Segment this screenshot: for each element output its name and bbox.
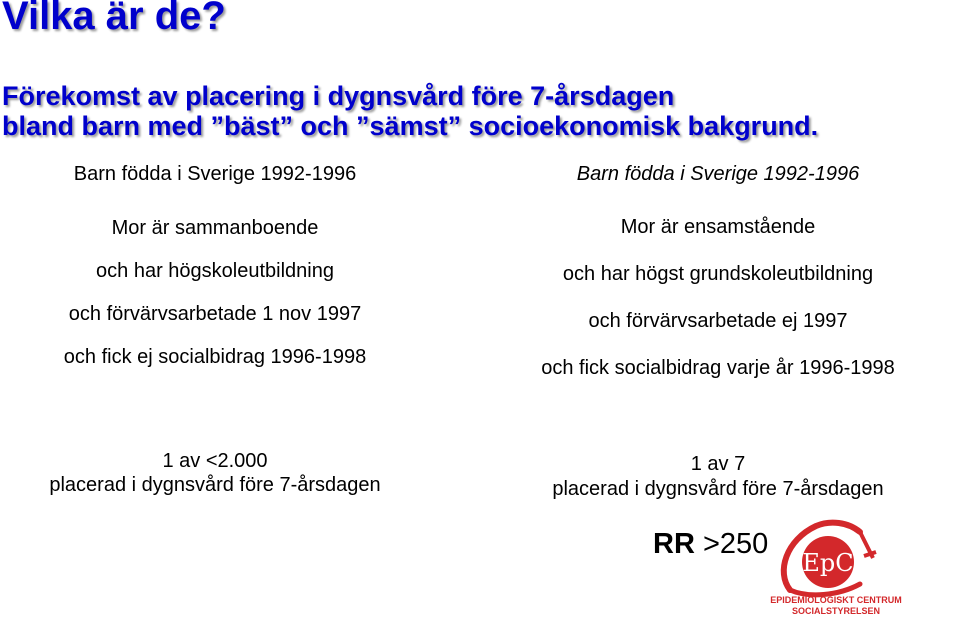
right-criterion-2: och har högst grundskoleutbildning xyxy=(562,263,874,285)
right-result-text: placerad i dygnsvård före 7-årsdagen xyxy=(552,478,884,500)
right-heading: Barn födda i Sverige 1992-1996 xyxy=(576,163,860,185)
subtitle-line-2: bland barn med ”bäst” och ”sämst” socioekonomisk bakgrund. xyxy=(2,111,819,141)
left-result-text: placerad i dygnsvård före 7-årsdagen xyxy=(49,474,381,496)
left-column xyxy=(10,0,420,617)
right-criterion-1: Mor är ensamstående xyxy=(620,216,816,238)
right-criterion-4: och fick socialbidrag varje år 1996-1998 xyxy=(541,357,895,379)
relative-risk xyxy=(653,528,768,561)
left-criterion-2: och har högskoleutbildning xyxy=(96,260,334,282)
epc-logo-line-2: SOCIALSTYRELSEN xyxy=(791,606,881,616)
left-criterion-3: och förvärvsarbetade 1 nov 1997 xyxy=(68,303,362,325)
epc-logo-mark: EpC xyxy=(802,549,854,577)
epc-logo xyxy=(768,518,910,617)
epc-logo-line-1: EPIDEMIOLOGISKT CENTRUM xyxy=(770,595,902,605)
relative-risk-label: RR xyxy=(653,528,695,560)
right-criterion-3: och förvärvsarbetade ej 1997 xyxy=(588,310,848,332)
subtitle-line-1: Förekomst av placering i dygnsvård före 7-årsdagen xyxy=(2,81,675,111)
epc-logo-graphic xyxy=(768,518,910,617)
relative-risk-value: >250 xyxy=(702,528,769,560)
left-criterion-1: Mor är sammanboende xyxy=(111,217,319,239)
left-criterion-4: och fick ej socialbidrag 1996-1998 xyxy=(63,346,367,368)
slide-title: Vilka är de? xyxy=(2,0,226,38)
left-result-rate: 1 av <2.000 xyxy=(162,450,268,472)
right-result-rate: 1 av 7 xyxy=(690,453,746,475)
left-heading: Barn födda i Sverige 1992-1996 xyxy=(73,163,357,185)
